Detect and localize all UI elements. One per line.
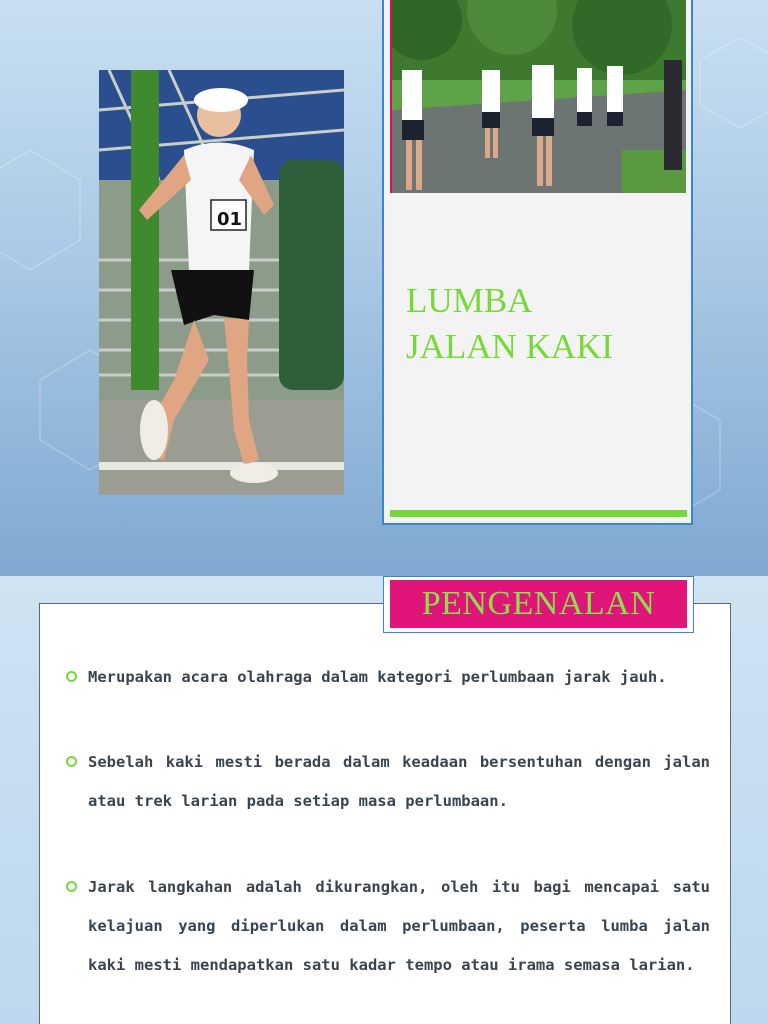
race-walker-photo <box>99 70 344 495</box>
bullet-ring-icon <box>66 881 77 892</box>
group-race-walkers-photo <box>392 0 686 193</box>
intro-slide <box>0 576 768 1024</box>
bullet-ring-icon <box>66 671 77 682</box>
slide-heading: PENGENALAN <box>421 585 656 622</box>
slide-title: LUMBA JALAN KAKI <box>406 281 614 366</box>
heading-box <box>383 576 694 633</box>
list-item <box>64 868 710 985</box>
bullet-ring-icon <box>66 756 77 767</box>
bullet-text: Sebelah kaki mesti berada dalam keadaan bersentuhan dengan jalan atau trek larian pada setiap masa perlumbaan. <box>88 753 710 810</box>
list-item <box>64 743 710 821</box>
list-item <box>64 658 710 697</box>
svg-text:01: 01 <box>217 209 243 230</box>
bullet-text: Merupakan acara olahraga dalam kategori perlumbaan jarak jauh. <box>88 668 667 686</box>
heading-banner <box>390 580 687 628</box>
green-accent-bar <box>390 510 687 517</box>
bullet-text: Jarak langkahan adalah dikurangkan, oleh itu bagi mencapai satu kelajuan yang diperlukan dalam perlumbaan, peserta lumba jalan kaki mesti mendapatkan satu kadar tempo atau irama semasa larian. <box>88 878 710 974</box>
